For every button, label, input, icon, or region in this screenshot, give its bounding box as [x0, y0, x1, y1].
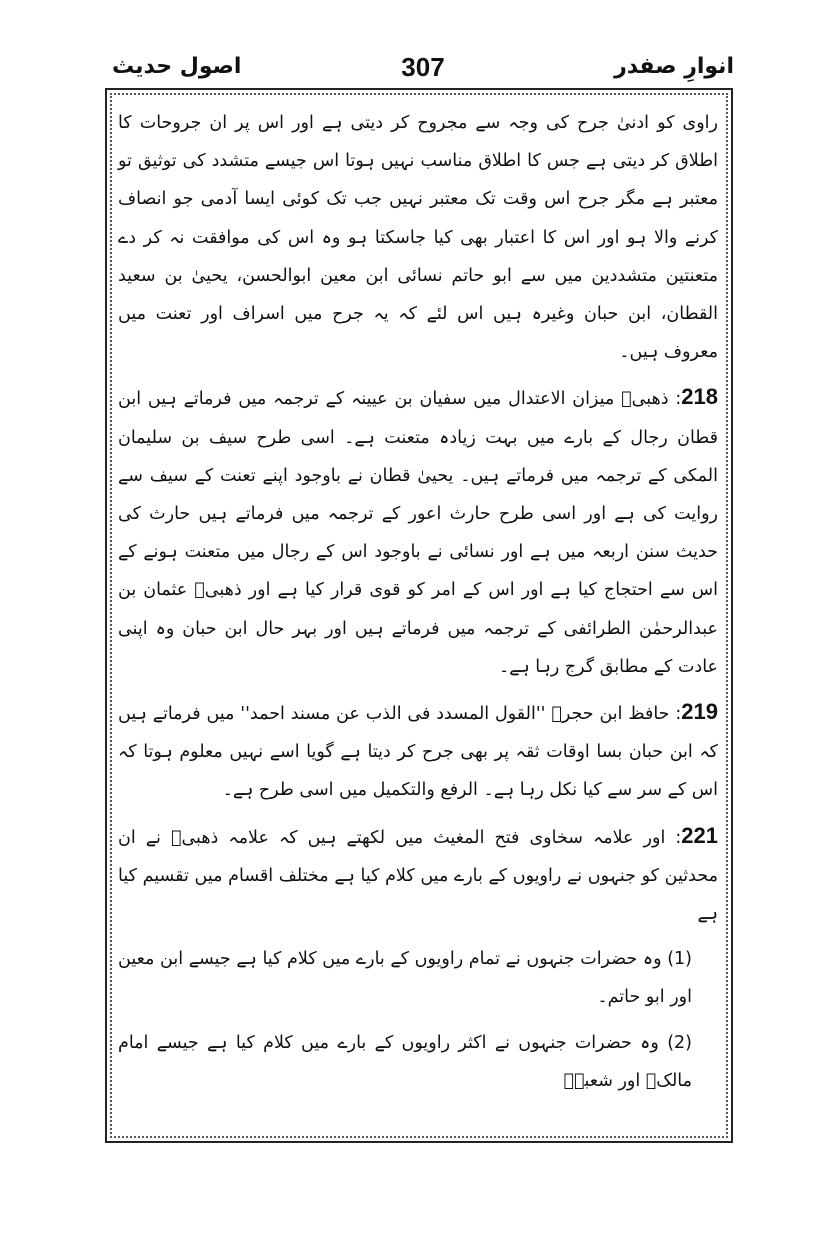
list-text: وہ حضرات جنہوں نے اکثر راویوں کے بارے میں کلام کیا ہے جیسے امام مالکؒ اور شعبہؒ: [118, 1032, 692, 1091]
paragraph-text: اور علامہ سخاوی فتح المغیث میں لکھتے ہیں کہ علامہ ذھبیؒ نے ان محدثین کو جنہوں نے راویوں کے بارے میں کلام کیا ہے مختلف اقسام میں تقسیم کیا ہے: [118, 827, 718, 925]
paragraph-221: 221: اور علامہ سخاوی فتح المغیث میں لکھتے ہیں کہ علامہ ذھبیؒ نے ان محدثین کو جنہوں نے راویوں کے بارے میں کلام کیا ہے مختلف اقسام میں تقسیم کیا ہے: [118, 822, 718, 925]
page-header: [112, 52, 734, 86]
list-item-2: [118, 1024, 718, 1100]
page-body: [118, 104, 718, 1107]
book-title: انوارِ صفدر: [614, 54, 734, 79]
list-text: وہ حضرات جنہوں نے تمام راویوں کے بارے میں کلام کیا ہے جیسے ابن معین اور ابو حاتم۔: [118, 949, 692, 1008]
paragraph-number: 221: [681, 822, 718, 848]
list-item-1: [118, 940, 718, 1016]
list-marker: (1): [667, 949, 692, 970]
paragraph-number: 219: [681, 699, 718, 725]
paragraph-text: حافظ ابن حجرؒ ''القول المسدد فی الذب عن مسند احمد'' میں فرماتے ہیں کہ ابن حبان بسا اوقات ثقہ پر بھی جرح کر دیتا ہے گویا اسے نہیں معلوم ہوتا کہ اس کے سر سے کیا نکل رہا ہے۔ الرفع والتکمیل میں اسی طرح ہے۔: [118, 704, 718, 801]
paragraph-intro: [118, 104, 718, 371]
paragraph-219: 219: حافظ ابن حجرؒ ''القول المسدد فی الذب عن مسند احمد'' میں فرماتے ہیں کہ ابن حبان بسا اوقات ثقہ پر بھی جرح کر دیتا ہے گویا اسے نہیں معلوم ہوتا کہ اس کے سر سے کیا نکل رہا ہے۔ الرفع والتکمیل میں اسی طرح ہے۔: [118, 699, 718, 801]
list-marker: (2): [667, 1032, 692, 1053]
paragraph-number: 218: [681, 384, 718, 410]
paragraph-text: راوی کو ادنیٰ جرح کی وجہ سے مجروح کر دیتی ہے اور اس پر ان جروحات کا اطلاق کر دیتی ہے جس کا اطلاق مناسب نہیں ہوتا اس جیسے متشدد کی توثیق تو معتبر ہے مگر جرح اس وقت تک معتبر نہیں جب تک کوئی ایسا آدمی جو انصاف کرنے والا ہو اور اس کا اعتبار بھی کیا جاسکتا ہو وہ اس کی موافقت نہ کر دے متعنتین متشددین میں سے ابو حاتم نسائی ابن معین ابوالحسن، یحییٰ بن سعید القطان، ابن حبان وغیرہ ہیں اس لئے کہ یہ جرح میں اسراف اور تعنت میں معروف ہیں۔: [118, 113, 718, 363]
paragraph-218: 218: ذھبیؒ میزان الاعتدال میں سفیان بن عیینہ کے ترجمہ میں فرماتے ہیں ابن قطان رجال کے بارے میں بہت زیادہ متعنت ہے۔ اسی طرح سیف بن سلیمان المکی کے ترجمہ میں فرماتے ہیں۔ یحییٰ قطان نے باوجود اپنے تعنت کے سیف سے روایت کی ہے اور اسی طرح حارث اعور کے ترجمہ میں فرماتے ہیں حارث کی حدیث سنن اربعہ میں ہے اور نسائی نے باوجود اس کے رجال میں متعنت ہونے کے اس سے احتجاج کیا ہے اور اس کے امر کو قوی قرار کیا ہے اور ذھبیؒ عثمان بن عبدالرحمٰن الطرائفی کے ترجمہ میں فرماتے ہیں اور بہر حال ابن حبان وہ اپنی عادت کے مطابق گرج رہا ہے۔: [118, 384, 718, 677]
paragraph-text: ذھبیؒ میزان الاعتدال میں سفیان بن عیینہ کے ترجمہ میں فرماتے ہیں ابن قطان رجال کے بارے میں بہت زیادہ متعنت ہے۔ اسی طرح سیف بن سلیمان المکی کے ترجمہ میں فرماتے ہیں۔ یحییٰ قطان نے باوجود اپنے تعنت کے سیف سے روایت کی ہے اور اسی طرح حارث اعور کے ترجمہ میں فرماتے ہیں حارث کی حدیث سنن اربعہ میں ہے اور نسائی نے باوجود اس کے رجال میں متعنت ہونے کے اس سے احتجاج کیا ہے اور اس کے امر کو قوی قرار کیا ہے اور ذھبیؒ عثمان بن عبدالرحمٰن الطرائفی کے ترجمہ میں فرماتے ہیں اور بہر حال ابن حبان وہ اپنی عادت کے مطابق گرج رہا ہے۔: [118, 389, 718, 677]
section-title: اصول حدیث: [112, 54, 242, 79]
page-number: 307: [401, 52, 445, 82]
